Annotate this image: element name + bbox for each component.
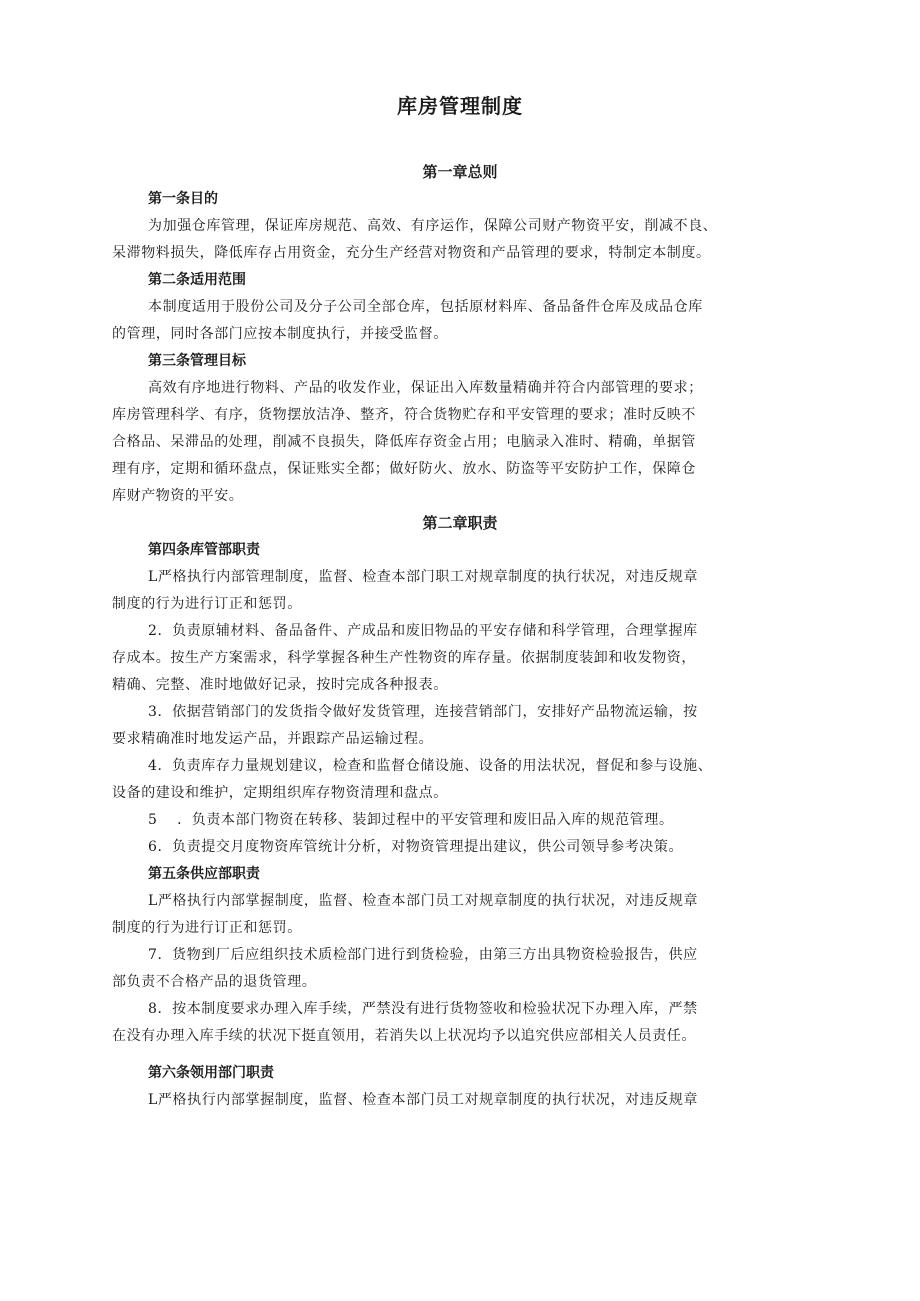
paragraph: [112, 294, 808, 348]
paragraph: [112, 618, 808, 699]
paragraph-line: 5 ．负责本部门物资在转移、装卸过程中的平安管理和废旧品入库的规范管理。: [148, 812, 674, 828]
paragraph-line: L严格执行内部掌握制度，监督、检查本部门员工对规章制度的执行状况，对违反规章: [148, 1092, 699, 1108]
paragraph-line: 制度的行为进行订正和惩罚。: [112, 920, 302, 936]
paragraph-line: 合格品、呆滞品的处理，削减不良损失，降低库存资金占用；电脑录入准时、精确，单据管: [112, 434, 696, 450]
paragraph-line: L严格执行内部掌握制度，监督、检查本部门员工对规章制度的执行状况，对违反规章: [148, 893, 699, 909]
article-heading: 第六条领用部门职责: [148, 1065, 274, 1081]
paragraph-line: 部负责不合格产品的退货管理。: [112, 974, 317, 990]
paragraph-line: 设备的建设和维护，定期组织库存物资清理和盘点。: [112, 785, 448, 801]
paragraph: [112, 699, 808, 753]
paragraph-line: 精确、完整、准时地做好记录，按时完成各种报表。: [112, 677, 448, 693]
paragraph: [112, 807, 808, 834]
paragraph-line: 6．负责提交月度物资库管统计分析，对物资管理提出建议，供公司领导参考决策。: [148, 839, 684, 855]
document-page: [112, 90, 808, 1114]
chapter-heading: 第二章职责: [422, 514, 498, 532]
paragraph-line: 7．货物到厂后应组织技术质检部门进行到货检验，由第三方出具物资检验报告，供应: [148, 947, 698, 963]
paragraph-line: 存成本。按生产方案需求，科学掌握各种生产性物资的库存量。依据制度装卸和收发物资，: [112, 650, 696, 666]
paragraph: [112, 564, 808, 618]
paragraph-line: 呆滞物料损失，降低库存占用资金，充分生产经营对物资和产品管理的要求，特制定本制度。: [112, 245, 711, 261]
paragraph-line: 要求精确准时地发运产品，并跟踪产品运输过程。: [112, 731, 434, 747]
article-heading: 第三条管理目标: [148, 353, 246, 369]
paragraph-line: 的管理，同时各部门应按本制度执行，并接受监督。: [112, 326, 448, 342]
chapter-heading: 第一章总则: [422, 163, 498, 181]
paragraph: [112, 1087, 808, 1114]
paragraph-line: 本制度适用于股份公司及分子公司全部仓库，包括原材料库、备品备件仓库及成品仓库: [148, 299, 703, 315]
article-heading: 第五条供应部职责: [148, 866, 260, 882]
paragraph: [112, 375, 808, 510]
paragraph-line: 8．按本制度要求办理入库手续，严禁没有进行货物签收和检验状况下办理入库，严禁: [148, 1001, 698, 1017]
paragraph-line: 在没有办理入库手续的状况下挺直领用，若消失以上状况均予以追究供应部相关人员责任。: [112, 1028, 696, 1044]
paragraph-line: 4．负责库存力量规划建议，检查和监督仓储设施、设备的用法状况，督促和参与设施、: [148, 758, 713, 774]
paragraph-line: L严格执行内部管理制度，监督、检查本部门职工对规章制度的执行状况，对违反规章: [148, 569, 699, 585]
paragraph: [112, 753, 808, 807]
paragraph-line: 2．负责原辅材料、备品备件、产成品和废旧物品的平安存储和科学管理，合理掌握库: [148, 623, 698, 639]
article-heading: 第二条适用范围: [148, 272, 246, 288]
paragraph-line: 高效有序地进行物料、产品的收发作业，保证出入库数量精确并符合内部管理的要求；: [148, 380, 703, 396]
paragraph-line: 3．依据营销部门的发货指令做好发货管理，连接营销部门，安排好产品物流运输，按: [148, 704, 698, 720]
document-body: [112, 159, 808, 1114]
paragraph-line: 制度的行为进行订正和惩罚。: [112, 596, 302, 612]
paragraph-line: 库财产物资的平安。: [112, 488, 244, 504]
article-heading: 第一条目的: [148, 191, 218, 207]
article-heading: 第四条库管部职责: [148, 542, 260, 558]
paragraph: [112, 834, 808, 861]
paragraph-line: 为加强仓库管理，保证库房规范、高效、有序运作，保障公司财产物资平安，削减不良、: [148, 218, 718, 234]
paragraph: [112, 996, 808, 1050]
document-title: 库房管理制度: [397, 94, 523, 118]
paragraph-line: 理有序，定期和循环盘点，保证账实全都；做好防火、放水、防盗等平安防护工作，保障仓: [112, 461, 696, 477]
paragraph: [112, 213, 808, 267]
paragraph: [112, 888, 808, 942]
paragraph-line: 库房管理科学、有序，货物摆放洁净、整齐，符合货物贮存和平安管理的要求；准时反映不: [112, 407, 696, 423]
paragraph: [112, 942, 808, 996]
